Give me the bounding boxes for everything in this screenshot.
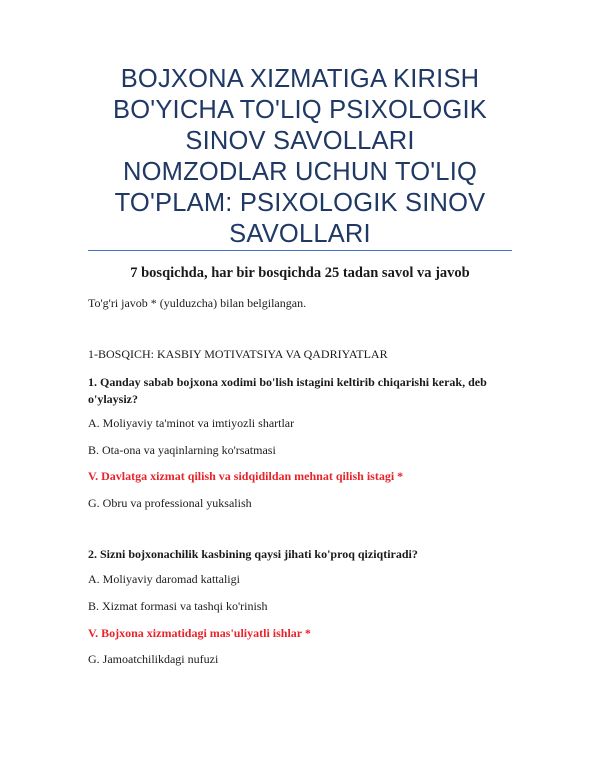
title-divider	[88, 250, 512, 251]
q1-option-a: A. Moliyaviy ta'minot va imtiyozli shartlar	[88, 416, 295, 430]
q2-option-a: A. Moliyaviy daromad kattaligi	[88, 572, 240, 586]
section-heading: 1-BOSQICH: KASBIY MOTIVATSIYA VA QADRIYATLAR	[88, 347, 388, 361]
document-title	[88, 64, 512, 250]
question-1: 1. Qanday sabab bojxona xodimi bo'lish istagini keltirib chiqarishi kerak, deb o'ylaysiz?	[88, 375, 487, 406]
q2-option-b: B. Xizmat formasi va tashqi ko'rinish	[88, 599, 268, 613]
q1-option-b: B. Ota-ona va yaqinlarning ko'rsatmasi	[88, 443, 276, 457]
title-line-1: BOJXONA XIZMATIGA KIRISH	[120, 65, 480, 93]
question-2: 2. Sizni bojxonachilik kasbining qaysi jihati ko'proq qiziqtiradi?	[88, 547, 418, 561]
answer-key-note: To'g'ri javob * (yulduzcha) bilan belgilangan.	[88, 296, 307, 310]
q1-option-g: G. Obru va professional yuksalish	[88, 496, 252, 510]
title-line-2: BO'YICHA TO'LIQ PSIXOLOGIK	[113, 96, 487, 124]
document-subtitle: 7 bosqichda, har bir bosqichda 25 tadan savol va javob	[130, 265, 470, 281]
title-line-4: NOMZODLAR UCHUN TO'LIQ	[122, 158, 478, 186]
q2-option-v-correct: V. Bojxona xizmatidagi mas'uliyatli ishlar *	[88, 626, 311, 640]
title-line-5: TO'PLAM: PSIXOLOGIK SINOV	[114, 189, 486, 217]
title-line-6: SAVOLLARI	[229, 220, 371, 248]
q2-option-g: G. Jamoatchilikdagi nufuzi	[88, 652, 219, 666]
q1-option-v-correct: V. Davlatga xizmat qilish va sidqidildan mehnat qilish istagi *	[88, 469, 404, 483]
title-line-3: SINOV SAVOLLARI	[185, 127, 415, 155]
